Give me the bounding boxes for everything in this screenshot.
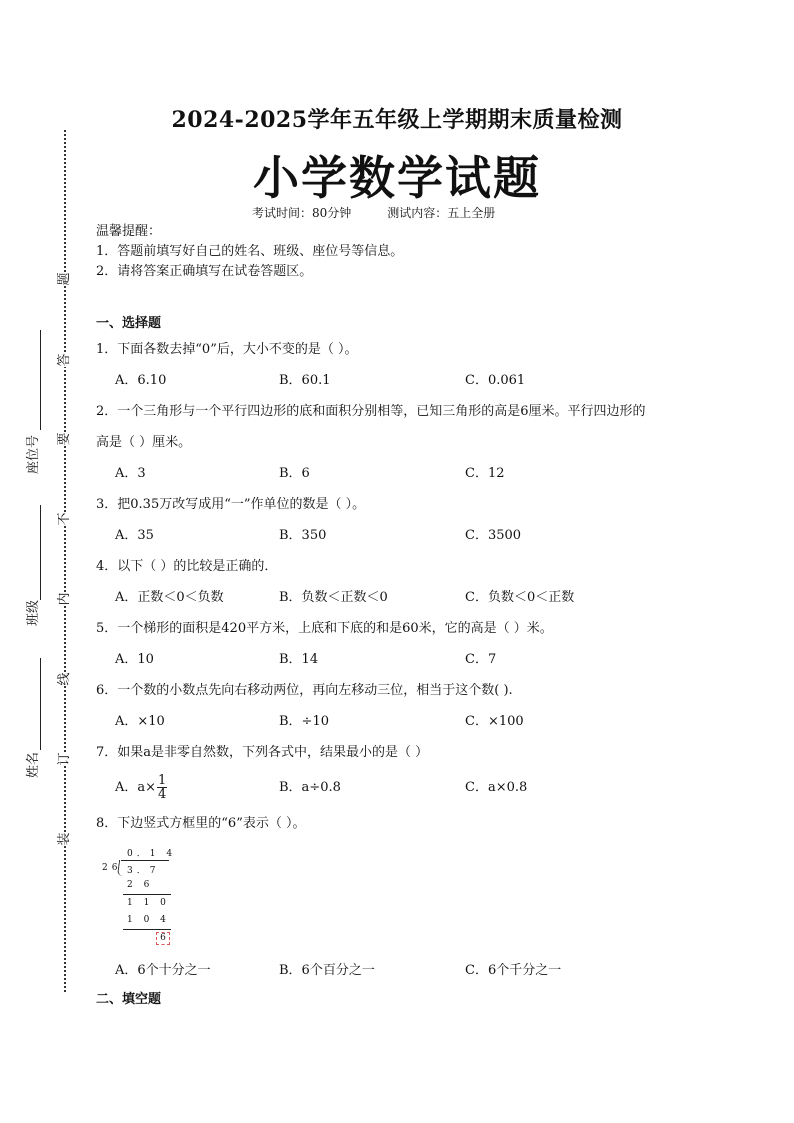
option-b: B．负数＜正数＜0 [279,590,388,605]
question-options [96,768,696,808]
seat-number-label: 座位号 [26,434,41,474]
question-options [96,706,696,737]
option-c: C．×100 [465,714,524,729]
division-rule [123,929,171,930]
tip-item: 1．答题前填写好自己的姓名、班级、座位号等信息。 [96,244,404,259]
option-b: B．6个百分之一 [279,963,375,978]
name-label: 姓名 [26,751,41,778]
question-options [96,458,696,489]
question-text: 8．下边竖式方框里的“6”表示（ ）。 [96,816,306,831]
question-text: 2．一个三角形与一个平行四边形的底和面积分别相等，已知三角形的高是6厘米。平行四边形的 [96,404,646,419]
question-options [96,644,696,675]
division-step: 2 6 [127,880,154,890]
class-label: 班级 [26,599,41,626]
option-a: A．35 [115,528,154,543]
question-text: 7．如果a是非零自然数，下列各式中，结果最小的是（ ） [96,745,429,760]
option-c: C．3500 [465,528,522,543]
division-boxed-remainder: 6 [156,932,170,945]
class-field[interactable] [40,505,41,600]
subject-title: 小学数学试题 [253,151,541,205]
option-c: C．7 [465,652,497,667]
division-step: 1 1 0 [127,898,170,908]
option-a: A．3 [115,466,146,481]
option-b: B．350 [279,528,327,543]
tip-item: 2．请将答案正确填写在试卷答题区。 [96,264,313,279]
fraction-numerator: 1 [158,773,167,788]
name-field[interactable] [40,658,41,750]
seal-char: 装 [57,832,72,846]
division-quotient: 0．1 4 [127,849,177,859]
option-a-prefix: A．a× [115,780,157,795]
option-c: C．12 [465,466,505,481]
exam-scope: 测试内容：五上全册 [387,206,496,220]
option-b: B．a÷0.8 [279,780,341,795]
question-text: 5．一个梯形的面积是420平方米，上底和下底的和是60米，它的高是（ ）米。 [96,621,553,636]
seal-char: 不 [57,512,72,526]
option-c: C．0.061 [465,373,526,388]
question-options [96,955,696,986]
seal-char: 题 [57,272,72,286]
exam-info [252,204,495,221]
division-divisor: 26 [102,863,122,873]
section-title: 一、选择题 [96,316,162,331]
seal-char: 内 [57,592,72,606]
seal-dotted-line [64,130,66,992]
tips-heading: 温馨提醒： [96,224,162,239]
option-a: A．10 [115,652,154,667]
option-c: C．负数＜0＜正数 [465,590,575,605]
seat-number-field[interactable] [40,330,41,430]
option-b: B．÷10 [279,714,329,729]
exam-content [96,222,696,1010]
question-options [96,520,696,551]
option-b: B．14 [279,652,319,667]
question-text: 4．以下（ ）的比较是正确的． [96,559,278,574]
question-options [96,582,696,613]
division-step: 1 0 4 [127,915,170,925]
division-bar [121,860,169,861]
option-a: A．×10 [115,714,165,729]
option-a [115,768,167,808]
fraction-denominator: 4 [158,787,167,802]
option-c: C．6个千分之一 [465,963,562,978]
fraction [157,774,167,801]
division-dividend: 3．7 [127,866,160,876]
section-title: 二、填空题 [96,992,162,1007]
division-rule [123,894,171,895]
option-a: A．正数＜0＜负数 [115,590,224,605]
question-text: 1．下面各数去掉“0”后，大小不变的是（ ）。 [96,342,358,357]
question-options [96,365,696,396]
question-text: 3．把0.35万改写成用“一”作单位的数是（ ）。 [96,497,366,512]
seal-char: 答 [57,353,72,367]
seal-char: 订 [57,752,72,766]
option-a: A．6.10 [115,373,167,388]
seal-char: 线 [57,672,72,686]
option-b: B．6 [279,466,310,481]
exam-header-title: 2024-2025学年五年级上学期期末质量检测 [171,107,623,133]
option-b: B．60.1 [279,373,331,388]
question-text: 6．一个数的小数点先向右移动两位，再向左移动三位，相当于这个数( ). [96,683,513,698]
option-a: A．6个十分之一 [115,963,211,978]
seal-char: 要 [57,432,72,446]
long-division-figure [96,839,696,955]
question-text-continued: 高是（ ）厘米。 [96,435,192,450]
option-c: C．a×0.8 [465,780,528,795]
exam-time: 考试时间：80分钟 [252,206,352,220]
